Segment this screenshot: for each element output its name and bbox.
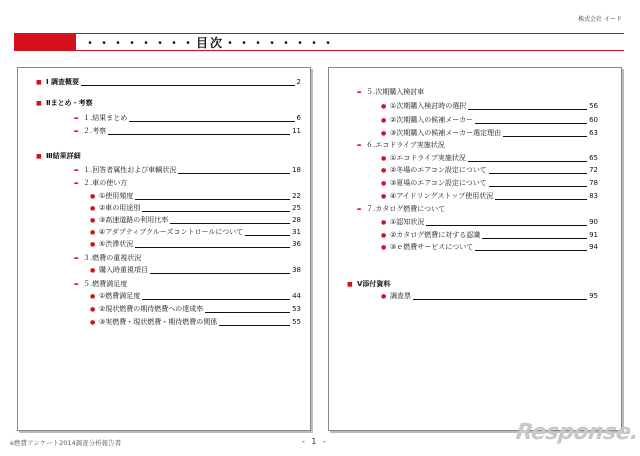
toc-entry-label: ②車の用途別	[99, 204, 141, 212]
leader-line	[495, 199, 587, 200]
title-accent-block	[14, 33, 76, 51]
toc-entry-page: 2	[296, 78, 301, 86]
toc-entry-label: ⑤渋滞状況	[99, 240, 134, 248]
toc-entry-label: ④アイドリングストップ使用状況	[390, 192, 494, 200]
toc-entry-label: １.結果まとめ	[83, 114, 128, 122]
toc-entry-label: ５.燃費満足度	[83, 280, 128, 288]
toc-entry-page: 91	[589, 231, 598, 239]
leader-line	[482, 238, 587, 239]
arrow-bullet-icon: ➨	[74, 128, 80, 135]
circle-bullet-icon: ●	[381, 180, 387, 187]
toc-entry-label: Ⅲ結果詳細	[46, 152, 81, 160]
toc-entry	[357, 141, 602, 150]
arrow-bullet-icon: ➨	[74, 115, 80, 122]
circle-bullet-icon: ●	[381, 155, 387, 162]
leader-line	[150, 273, 290, 274]
toc-entry-label: ６.エコドライブ実施状況	[366, 141, 445, 149]
leader-line	[81, 85, 294, 86]
toc-entry	[347, 280, 602, 289]
toc-entry	[36, 78, 301, 87]
toc-entry-label: ③夏場のエアコン設定について	[390, 179, 487, 187]
leader-line	[468, 109, 587, 110]
toc-entry	[36, 99, 301, 108]
arrow-bullet-icon: ➨	[357, 206, 363, 213]
toc-entry-label: ２.車の使い方	[83, 179, 128, 187]
circle-bullet-icon: ●	[381, 293, 387, 300]
toc-entry	[381, 179, 598, 188]
toc-entry	[381, 292, 598, 301]
toc-entry-label: ②カタログ燃費に対する認識	[390, 231, 481, 239]
leader-line	[205, 312, 290, 313]
toc-entry-page: 44	[292, 292, 301, 300]
response-logo: Response.	[514, 420, 640, 445]
toc-entry-page: 25	[292, 204, 301, 212]
toc-entry-label: ③実燃費・現状燃費・期待燃費の関係	[99, 318, 218, 326]
circle-bullet-icon: ●	[90, 306, 96, 313]
toc-entry-page: 38	[292, 266, 301, 274]
toc-entry	[381, 154, 598, 163]
circle-bullet-icon: ●	[90, 217, 96, 224]
leader-line	[108, 134, 290, 135]
leader-line	[219, 325, 290, 326]
company-name: 株式会社 イード	[578, 16, 622, 23]
section-square-icon: ■	[36, 153, 42, 160]
toc-entry-page: 55	[292, 318, 301, 326]
title-bar	[14, 33, 624, 51]
toc-entry	[90, 216, 301, 225]
toc-entry-page: 11	[292, 127, 301, 135]
toc-entry-label: Ⅰ 調査概要	[46, 78, 80, 86]
toc-entry-page: 56	[589, 102, 598, 110]
arrow-bullet-icon: ➨	[74, 167, 80, 174]
circle-bullet-icon: ●	[381, 232, 387, 239]
toc-entry-label: ５.次期購入検討車	[366, 88, 425, 96]
leader-line	[475, 123, 587, 124]
toc-entry	[381, 231, 598, 240]
toc-entry-page: 60	[589, 116, 598, 124]
leader-line	[170, 223, 290, 224]
toc-entry-page: 83	[589, 192, 598, 200]
toc-entry-page: 78	[589, 179, 598, 187]
toc-entry-page: 36	[292, 240, 301, 248]
toc-entry-label: ③ｅ燃費サービスについて	[390, 243, 474, 251]
toc-entry	[357, 88, 602, 97]
toc-entry	[74, 114, 301, 123]
toc-entry-label: ①認知状況	[390, 218, 425, 226]
toc-entry	[90, 228, 301, 237]
toc-entry-label: Ⅱまとめ・考察	[46, 99, 93, 107]
toc-entry-page: 28	[292, 216, 301, 224]
circle-bullet-icon: ●	[90, 205, 96, 212]
circle-bullet-icon: ●	[90, 229, 96, 236]
toc-entry-label: ②現状燃費の期待燃費への達成率	[99, 305, 204, 313]
toc-entry-page: 22	[292, 192, 301, 200]
toc-entry-label: ３.燃費の重視状況	[83, 254, 142, 262]
arrow-bullet-icon: ➨	[74, 281, 80, 288]
arrow-bullet-icon: ➨	[357, 142, 363, 149]
toc-entry-page: 72	[589, 166, 598, 174]
arrow-bullet-icon: ➨	[74, 180, 80, 187]
toc-entry	[74, 179, 301, 188]
section-square-icon: ■	[36, 79, 42, 86]
circle-bullet-icon: ●	[90, 293, 96, 300]
leader-line	[135, 199, 290, 200]
page-number: - 1 -	[302, 437, 328, 446]
toc-entry	[381, 243, 598, 252]
toc-entry	[90, 192, 301, 201]
toc-entry-label: ７.カタログ燃費について	[366, 205, 446, 213]
toc-entry-label: ①エコドライブ実施状況	[390, 154, 466, 162]
toc-entry-label: ②冬場のエアコン設定について	[390, 166, 487, 174]
circle-bullet-icon: ●	[90, 241, 96, 248]
toc-entry-label: ①使用頻度	[99, 192, 134, 200]
leader-line	[142, 211, 290, 212]
toc-entry	[74, 280, 301, 289]
leader-line	[489, 173, 587, 174]
circle-bullet-icon: ●	[381, 193, 387, 200]
toc-entry-label: １.回答者属性および車輌状況	[83, 166, 177, 174]
section-square-icon: ■	[36, 100, 42, 107]
toc-entry-page: 6	[296, 114, 301, 122]
toc-entry	[74, 127, 301, 136]
toc-entry-label: 調査票	[390, 292, 411, 300]
toc-entry-label: ②次期購入の候補メーカー	[390, 116, 474, 124]
toc-entry-label: 購入時重視項目	[99, 266, 148, 274]
circle-bullet-icon: ●	[381, 167, 387, 174]
leader-line	[178, 173, 290, 174]
toc-entry	[90, 292, 301, 301]
circle-bullet-icon: ●	[381, 103, 387, 110]
toc-entry	[74, 166, 301, 175]
leader-line	[129, 121, 294, 122]
toc-entry	[74, 254, 301, 263]
toc-entry-page: 63	[589, 129, 598, 137]
leader-line	[245, 235, 290, 236]
toc-right-panel	[328, 67, 622, 431]
toc-entry-page: 95	[589, 292, 598, 300]
toc-entry-label: ④アダプティブクルーズコントロールについて	[99, 228, 244, 236]
toc-entry-page: 65	[589, 154, 598, 162]
circle-bullet-icon: ●	[381, 244, 387, 251]
toc-entry	[381, 166, 598, 175]
toc-entry-page: 31	[292, 228, 301, 236]
page-title: ・・・・・・・・目次・・・・・・・・	[84, 36, 337, 50]
toc-entry-label: Ⅴ添付資料	[357, 280, 391, 288]
toc-entry	[90, 305, 301, 314]
toc-entry-label: ③高速道路の利用比率	[99, 216, 169, 224]
toc-entry-page: 94	[589, 243, 598, 251]
document-title: e燃費アンケート2014調査分析報告書	[10, 439, 122, 447]
toc-entry	[90, 240, 301, 249]
toc-entry	[90, 266, 301, 275]
toc-entry	[90, 204, 301, 213]
toc-entry-label: ③次期購入の候補メーカー選定理由	[390, 129, 502, 137]
toc-entry	[90, 318, 301, 327]
toc-entry-page: 18	[292, 166, 301, 174]
toc-left-panel	[17, 67, 311, 431]
leader-line	[489, 186, 587, 187]
leader-line	[468, 161, 587, 162]
toc-entry-page: 90	[589, 218, 598, 226]
toc-entry	[381, 102, 598, 111]
leader-line	[503, 136, 587, 137]
toc-entry	[36, 152, 301, 161]
toc-entry-page: 53	[292, 305, 301, 313]
leader-line	[142, 299, 290, 300]
circle-bullet-icon: ●	[381, 117, 387, 124]
arrow-bullet-icon: ➨	[357, 89, 363, 96]
circle-bullet-icon: ●	[381, 219, 387, 226]
toc-entry	[381, 218, 598, 227]
section-square-icon: ■	[347, 281, 353, 288]
circle-bullet-icon: ●	[90, 193, 96, 200]
circle-bullet-icon: ●	[90, 267, 96, 274]
toc-entry-label: ①次期購入検討時の選択	[390, 102, 467, 110]
leader-line	[475, 250, 587, 251]
leader-line	[426, 225, 587, 226]
toc-entry	[357, 205, 602, 214]
toc-entry-label: ２.考察	[83, 127, 107, 135]
circle-bullet-icon: ●	[381, 130, 387, 137]
toc-entry	[381, 116, 598, 125]
circle-bullet-icon: ●	[90, 319, 96, 326]
toc-entry	[381, 129, 598, 138]
toc-entry	[381, 192, 598, 201]
leader-line	[413, 299, 587, 300]
toc-entry-label: ①燃費満足度	[99, 292, 141, 300]
leader-line	[135, 247, 290, 248]
arrow-bullet-icon: ➨	[74, 255, 80, 262]
